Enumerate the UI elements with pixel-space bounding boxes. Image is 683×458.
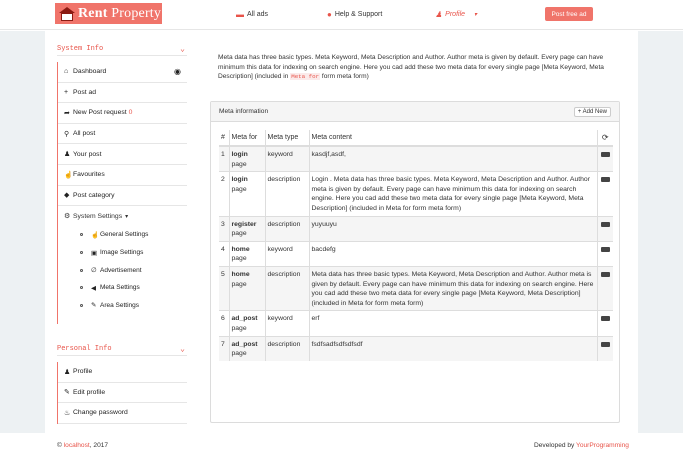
- row-num: 6: [219, 311, 229, 336]
- developer-link[interactable]: YourProgramming: [576, 442, 629, 449]
- thumbs-up-icon: ☝: [91, 231, 100, 239]
- col-meta-content: Meta content: [309, 130, 597, 146]
- sidebar-item-all-post[interactable]: ⚲ All post: [58, 124, 187, 145]
- user-icon: ♟: [64, 151, 71, 159]
- refresh-icon[interactable]: ⟳: [601, 133, 609, 142]
- info-icon: ●: [327, 10, 332, 19]
- row-actions: [597, 146, 613, 172]
- sidebar-sub-meta-settings[interactable]: ◀ Meta Settings: [58, 279, 187, 297]
- inline-code: Meta for: [291, 73, 320, 80]
- row-meta-content: erf: [309, 311, 597, 336]
- sidebar-item-edit-profile[interactable]: ✎ Edit profile: [58, 383, 187, 404]
- col-num: #: [219, 130, 229, 146]
- eye-icon[interactable]: ◉: [174, 67, 181, 77]
- panel-header: [211, 102, 619, 122]
- row-meta-for: ad_post page: [229, 336, 265, 361]
- thumbs-up-icon: ☝: [64, 171, 73, 179]
- brand-logo[interactable]: [55, 3, 162, 24]
- edit-icon[interactable]: [601, 152, 610, 157]
- row-actions: [597, 266, 613, 310]
- sidebar-item-new-post-request[interactable]: ➦ New Post request 0: [58, 103, 187, 124]
- edit-icon[interactable]: [601, 247, 610, 252]
- house-icon: [59, 7, 75, 21]
- personal-info-header[interactable]: Personal Info ⌄: [57, 342, 187, 356]
- panel-title: Meta information: [219, 108, 269, 115]
- row-meta-for: register page: [229, 216, 265, 241]
- sidebar-item-post-category[interactable]: ◆ Post category: [58, 186, 187, 207]
- row-meta-for: home page: [229, 266, 265, 310]
- row-meta-type: keyword: [265, 311, 309, 336]
- col-actions: [597, 130, 613, 146]
- edit-icon[interactable]: [601, 342, 610, 347]
- sidebar-sub-area-settings[interactable]: ✎ Area Settings: [58, 297, 187, 315]
- row-num: 4: [219, 241, 229, 266]
- col-meta-for: Meta for: [229, 130, 265, 146]
- nav-help-support[interactable]: ● Help & Support: [327, 10, 383, 19]
- tag-icon: ◆: [64, 192, 70, 200]
- row-meta-content: Meta data has three basic types. Meta Keyword, Meta Description and Author. Author meta is given by default. Every page can have minimum this data for indexing on search engine. Here you cad add these two meta data for every single page [Meta Keyword, Meta Description] (included in Meta for form meta form): [309, 266, 597, 310]
- row-meta-content: bacdefg: [309, 241, 597, 266]
- sidebar-item-change-password[interactable]: ♨ Change password: [58, 403, 187, 424]
- row-num: 3: [219, 216, 229, 241]
- row-meta-type: keyword: [265, 241, 309, 266]
- sidebar-sub-image-settings[interactable]: ▣ Image Settings: [58, 244, 187, 262]
- row-meta-for: login page: [229, 172, 265, 216]
- caret-down-icon: ▾: [125, 213, 129, 220]
- table-row: [219, 241, 613, 266]
- sidebar-item-dashboard[interactable]: ⌂ Dashboard ◉: [58, 62, 187, 83]
- nav-profile-dropdown[interactable]: ♟ Profile ▾: [435, 10, 478, 19]
- sidebar-sub-general-settings[interactable]: ☝ General Settings: [58, 226, 187, 244]
- chevron-down-icon: ⌄: [180, 44, 185, 54]
- gear-icon: ⚙: [64, 213, 71, 221]
- user-icon: ♟: [435, 10, 443, 19]
- edit-icon[interactable]: [601, 272, 610, 277]
- footer: [0, 433, 683, 458]
- footer-copyright: © localhost, 2017: [57, 442, 109, 449]
- row-meta-content: yuyuuyu: [309, 216, 597, 241]
- footer-site-link[interactable]: localhost: [63, 442, 90, 449]
- camera-icon: ▣: [91, 249, 98, 257]
- row-actions: [597, 172, 613, 216]
- plus-icon: +: [64, 88, 69, 96]
- sidebar-item-post-ad[interactable]: + Post ad: [58, 83, 187, 104]
- system-info-header[interactable]: System Info ⌄: [57, 42, 187, 56]
- system-info-menu: [57, 62, 187, 324]
- row-num: 1: [219, 146, 229, 172]
- edit-icon[interactable]: [601, 316, 610, 321]
- table-row: [219, 216, 613, 241]
- row-actions: [597, 216, 613, 241]
- home-icon: ⌂: [64, 68, 69, 76]
- row-num: 2: [219, 172, 229, 216]
- caret-down-icon: ▾: [474, 12, 478, 18]
- sidebar-item-favourites[interactable]: ☝ Favourites: [58, 165, 187, 186]
- add-new-button[interactable]: + Add New: [574, 107, 611, 117]
- meta-information-panel: [210, 101, 620, 423]
- personal-info-menu: [57, 362, 187, 424]
- sidebar-sub-advertisement[interactable]: ∅ Advertisement: [58, 261, 187, 279]
- share-icon: ➦: [64, 109, 70, 117]
- row-meta-type: description: [265, 266, 309, 310]
- fire-icon: ♨: [64, 409, 71, 417]
- edit-icon[interactable]: [601, 222, 610, 227]
- row-meta-type: description: [265, 216, 309, 241]
- row-actions: [597, 241, 613, 266]
- edit-icon[interactable]: [601, 177, 610, 182]
- paperclip-icon: ∅: [91, 267, 97, 275]
- table-header-row: [219, 130, 613, 146]
- user-icon: ♟: [64, 368, 71, 376]
- pushpin-icon: ✎: [91, 302, 97, 310]
- row-meta-for: home page: [229, 241, 265, 266]
- meta-table: [219, 130, 613, 361]
- row-num: 7: [219, 336, 229, 361]
- edit-icon: ✎: [64, 389, 70, 397]
- row-meta-content: fsdfsadfsdfsdfsdf: [309, 336, 597, 361]
- row-actions: [597, 336, 613, 361]
- row-num: 5: [219, 266, 229, 310]
- bullhorn-icon: ◀: [91, 284, 96, 292]
- row-meta-type: description: [265, 336, 309, 361]
- footer-developer: Developed by YourProgramming: [534, 442, 629, 449]
- sidebar-item-your-post[interactable]: ♟ Your post: [58, 144, 187, 165]
- folder-open-icon: ▬: [236, 10, 244, 19]
- top-navbar: [0, 0, 683, 30]
- table-row: [219, 146, 613, 172]
- row-meta-type: keyword: [265, 146, 309, 172]
- request-count-badge: 0: [128, 109, 133, 117]
- table-row: [219, 172, 613, 216]
- row-actions: [597, 311, 613, 336]
- table-row: [219, 311, 613, 336]
- search-icon: ⚲: [64, 130, 70, 138]
- row-meta-content: Login . Meta data has three basic types. Meta Keyword, Meta Description and Author. Author meta is given by default. Every page can have minimum this data for indexing on search engine. Here you cad add these two meta data for every single page [Meta Keyword, Meta Description] (included in Meta for form meta form): [309, 172, 597, 216]
- row-meta-content: kasdjf,asdf,: [309, 146, 597, 172]
- plus-icon: +: [577, 108, 582, 115]
- meta-intro-text: Meta data has three basic types. Meta Keyword, Meta Description and Author. Author meta is given by default. Every page can have minimum this data for indexing on search engine. Here you cad add these two meta data for every single page [Meta Keyword, Meta Description] (included in Meta for form meta form): [218, 54, 604, 80]
- chevron-down-icon: ⌄: [180, 344, 185, 354]
- row-meta-type: description: [265, 172, 309, 216]
- table-row: [219, 266, 613, 310]
- row-meta-for: ad_post page: [229, 311, 265, 336]
- nav-all-ads[interactable]: ▬ All ads: [236, 10, 269, 19]
- row-meta-for: login page: [229, 146, 265, 172]
- table-row: [219, 336, 613, 361]
- brand-name: Rent Property: [78, 5, 162, 21]
- sidebar-item-profile[interactable]: ♟ Profile: [58, 362, 187, 383]
- post-free-ad-button[interactable]: Post free ad: [545, 7, 593, 21]
- sidebar-item-system-settings[interactable]: ⚙ System Settings ▾: [64, 212, 129, 221]
- col-meta-type: Meta type: [265, 130, 309, 146]
